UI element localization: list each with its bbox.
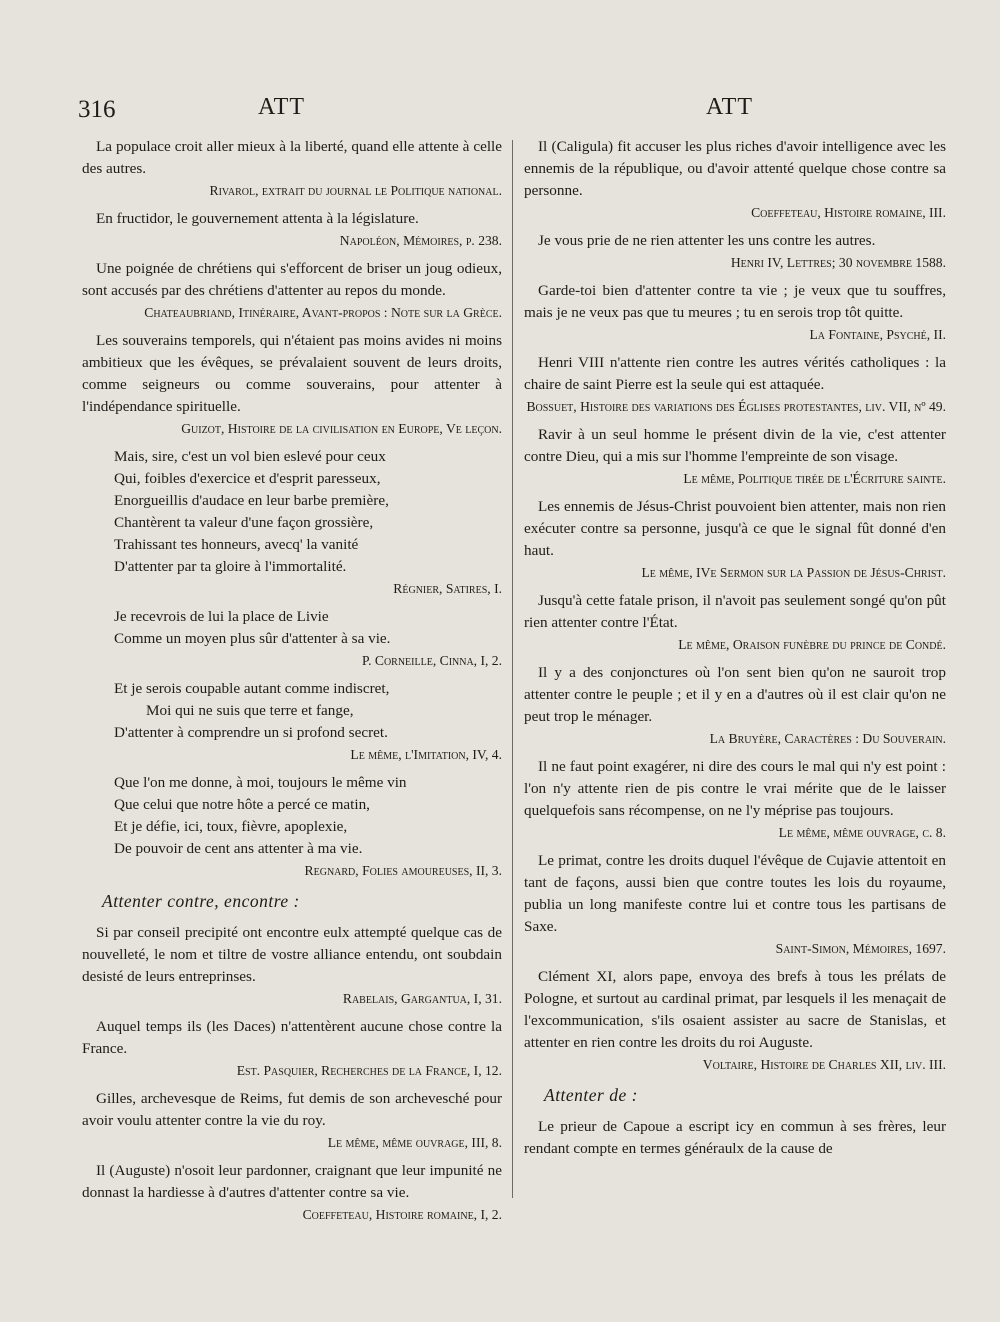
verse-line: Comme un moyen plus sûr d'attenter à sa vie. — [114, 630, 391, 647]
running-head-right: ATT — [706, 94, 753, 120]
quotation — [524, 662, 946, 748]
quotation-source: Rabelais, Gargantua, I, 31. — [342, 991, 502, 1006]
quotation-text: Le prieur de Capoue a escript icy en commun à ses frères, leur rendant compte en termes généraulx de la cause de — [524, 1118, 946, 1157]
quotation — [524, 756, 946, 842]
quotation — [524, 850, 946, 958]
quotation-text: Clément XI, alors pape, envoya des brefs à tous les prélats de Pologne, et surtout au cardinal primat, par lesquels il les menaçait de l'excommunication, s'ils osaient assister au sacre de Stanislas, et attenter en rien contre les droits du roi Auguste. — [524, 968, 946, 1051]
quotation — [524, 280, 946, 344]
verse-quotation — [114, 772, 502, 880]
quotation — [82, 1088, 502, 1152]
quotation-source: La Fontaine, Psyché, II. — [809, 327, 946, 342]
quotation-text: Auquel temps ils (les Daces) n'attentèrent aucune chose contre la France. — [82, 1018, 502, 1057]
verse-line: Que l'on me donne, à moi, toujours le même vin — [114, 774, 407, 791]
quotation-text: Le primat, contre les droits duquel l'évêque de Cujavie attentoit en tant de façons, aussi bien que contre toutes les lois du royaume, publia un long manifeste contre lui et contre tous les partisans de Saxe. — [524, 852, 946, 935]
quotation — [82, 258, 502, 322]
quotation-text: Il ne faut point exagérer, ni dire des cours le mal qui n'y est point : l'on n'y attente rien de pis contre le vrai mérite que de le laisser quelquefois sans récompense, on ne l'y méprise pas toujours. — [524, 758, 946, 819]
quotation — [524, 136, 946, 222]
quotation-text: Je vous prie de ne rien attenter les uns contre les autres. — [538, 232, 876, 249]
verse-line: D'attenter par ta gloire à l'immortalité. — [114, 558, 347, 575]
quotation-source: Rivarol, extrait du journal le Politique national. — [209, 183, 502, 198]
quotation — [524, 424, 946, 488]
quotation-source: Saint-Simon, Mémoires, 1697. — [775, 941, 946, 956]
quotation-source: P. Corneille, Cinna, I, 2. — [362, 653, 502, 668]
quotation — [524, 1116, 946, 1160]
right-column — [524, 136, 946, 1168]
quotation-text: Les ennemis de Jésus-Christ pouvoient bien attenter, mais non rien exécuter contre sa personne, jusqu'à ce que le signal fût donné d'en haut. — [524, 498, 946, 559]
quotation-source: Le même, même ouvrage, c. 8. — [778, 825, 946, 840]
left-column — [82, 136, 502, 1232]
quotation-source: Guizot, Histoire de la civilisation en Europe, Ve leçon. — [181, 421, 502, 436]
quotation-text: En fructidor, le gouvernement attenta à la législature. — [96, 210, 419, 227]
quotation-source: Le même, l'Imitation, IV, 4. — [350, 747, 502, 762]
quotation — [524, 230, 946, 272]
running-head-left: ATT — [258, 94, 305, 120]
quotation-text: Il (Caligula) fit accuser les plus riches d'avoir intelligence avec les ennemis de la république, ou d'avoir attenté quelque chose contre sa personne. — [524, 138, 946, 199]
quotation-text: Gilles, archevesque de Reims, fut demis de son archevesché pour avoir voulu attenter contre la vie du roy. — [82, 1090, 502, 1129]
quotation-text: Une poignée de chrétiens qui s'efforcent de briser un joug odieux, sont accusés par des chrétiens d'attenter au repos du monde. — [82, 260, 502, 299]
verse-line: Trahissant tes honneurs, avecq' la vanité — [114, 536, 359, 553]
verse-line: Enorgueillis d'audace en leur barbe première, — [114, 492, 389, 509]
verse-line: Mais, sire, c'est un vol bien eslevé pour ceux — [114, 448, 386, 465]
verse-line: Qui, foibles d'exercice et d'esprit paresseux, — [114, 470, 381, 487]
quotation-source: Chateaubriand, Itinéraire, Avant-propos : Note sur la Grèce. — [144, 305, 502, 320]
quotation-source: Le même, même ouvrage, III, 8. — [327, 1135, 502, 1150]
verse-line: Que celui que notre hôte a percé ce matin, — [114, 796, 370, 813]
quotation-text: Si par conseil precipité ont encontre eulx attempté quelque cas de nouvelleté, le nom et tiltre de vostre alliance entendu, ont soubdain desisté de leurs entreprinses. — [82, 924, 502, 985]
quotation-source: Regnard, Folies amoureuses, II, 3. — [304, 863, 502, 878]
verse-quotation — [114, 678, 502, 764]
quotation-text: Il y a des conjonctures où l'on sent bien qu'on ne sauroit trop attenter contre le peuple ; et il y en a d'autres où il est clair qu'on ne peut trop le ménager. — [524, 664, 946, 725]
quotation-text: Henri VIII n'attente rien contre les autres vérités catholiques : la chaire de saint Pierre est la seule qui est attaquée. — [524, 354, 946, 393]
quotation-source: Coeffeteau, Histoire romaine, I, 2. — [302, 1207, 502, 1222]
quotation — [82, 208, 502, 250]
quotation — [82, 922, 502, 1008]
verse-line: De pouvoir de cent ans attenter à ma vie. — [114, 840, 363, 857]
verse-line: Chantèrent ta valeur d'une façon grossière, — [114, 514, 374, 531]
quotation-source: Voltaire, Histoire de Charles XII, liv. III. — [702, 1057, 946, 1072]
quotation-text: Les souverains temporels, qui n'étaient pas moins avides ni moins ambitieux que les évêques, se prévalaient souvent de leurs droits, comme seigneurs ou comme souverains, pour attenter à l'indépendance spirituelle. — [82, 332, 502, 415]
quotation-text: La populace croit aller mieux à la liberté, quand elle attente à celle des autres. — [82, 138, 502, 177]
verse-line: Je recevrois de lui la place de Livie — [114, 608, 329, 625]
quotation-source: La Bruyère, Caractères : Du Souverain. — [709, 731, 946, 746]
quotation-source: Le même, Oraison funèbre du prince de Condé. — [678, 637, 946, 652]
quotation — [82, 1160, 502, 1224]
quotation-source: Régnier, Satires, I. — [393, 581, 502, 596]
quotation-source: Est. Pasquier, Recherches de la France, I, 12. — [236, 1063, 502, 1078]
quotation-source: Le même, IVe Sermon sur la Passion de Jésus-Christ. — [641, 565, 946, 580]
quotation-text: Il (Auguste) n'osoit leur pardonner, craignant que leur impunité ne donnast la hardiesse à d'autres d'attenter contre sa vie. — [82, 1162, 502, 1201]
quotation-source: Le même, Politique tirée de l'Écriture sainte. — [683, 471, 946, 486]
quotation-text: Garde-toi bien d'attenter contre ta vie ; je veux que tu souffres, mais je ne veux pas que tu meures ; tu en serois trop tôt quitte. — [524, 282, 946, 321]
section-heading: Attenter de : — [544, 1085, 638, 1105]
section-heading: Attenter contre, encontre : — [102, 891, 300, 911]
quotation-source: Coeffeteau, Histoire romaine, III. — [751, 205, 946, 220]
quotation — [524, 496, 946, 582]
verse-line: D'attenter à comprendre un si profond secret. — [114, 724, 388, 741]
quotation-text: Jusqu'à cette fatale prison, il n'avoit pas seulement songé qu'on pût rien attenter contre l'État. — [524, 592, 946, 631]
verse-quotation — [114, 606, 502, 670]
verse-line: Et je serois coupable autant comme indiscret, — [114, 680, 390, 697]
quotation-source: Bossuet, Histoire des variations des Églises protestantes, liv. VII, nº 49. — [526, 399, 946, 414]
verse-quotation — [114, 446, 502, 598]
column-rule — [512, 140, 513, 1198]
quotation — [82, 136, 502, 200]
verse-line: Et je défie, ici, toux, fièvre, apoplexie, — [114, 818, 348, 835]
quotation — [82, 1016, 502, 1080]
quotation — [524, 352, 946, 416]
quotation-source: Napoléon, Mémoires, p. 238. — [339, 233, 502, 248]
quotation — [524, 590, 946, 654]
quotation — [82, 330, 502, 438]
quotation-text: Ravir à un seul homme le présent divin de la vie, c'est attenter contre Dieu, qui a mis sur l'homme l'empreinte de son visage. — [524, 426, 946, 465]
quotation — [524, 966, 946, 1074]
quotation-source: Henri IV, Lettres; 30 novembre 1588. — [730, 255, 946, 270]
page-number: 316 — [78, 96, 116, 123]
verse-line: Moi qui ne suis que terre et fange, — [146, 702, 354, 719]
